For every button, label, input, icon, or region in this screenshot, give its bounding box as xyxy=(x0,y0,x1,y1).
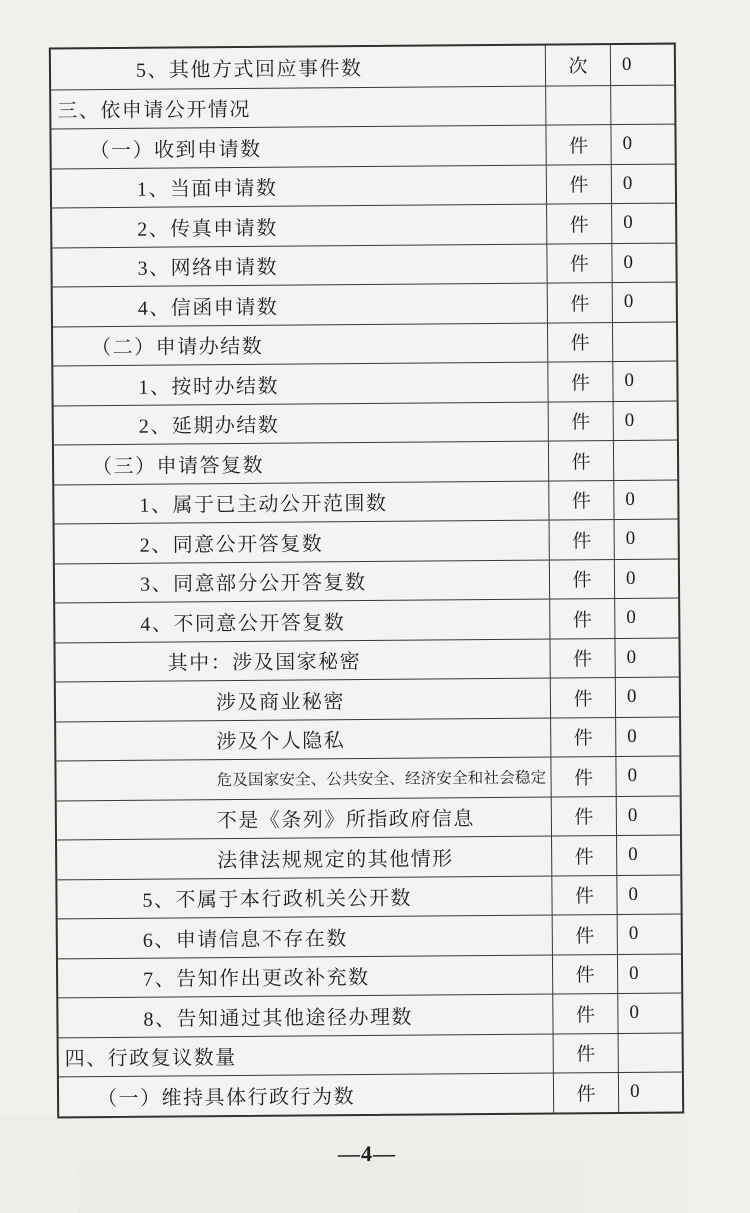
row-label: 四、行政复议数量 xyxy=(64,1047,237,1071)
table-row xyxy=(51,45,674,89)
table-row xyxy=(56,677,679,721)
row-value: 0 xyxy=(611,243,675,282)
row-value: 0 xyxy=(616,875,680,914)
row-unit: 件 xyxy=(548,402,613,441)
row-unit: 件 xyxy=(546,165,611,204)
row-label: 1、当面申请数 xyxy=(136,177,278,202)
row-unit: 件 xyxy=(550,678,615,717)
row-label: 6、申请信息不存在数 xyxy=(142,927,348,952)
table-row xyxy=(56,756,679,800)
row-label: （三）申请答复数 xyxy=(92,454,265,478)
row-unit: 次 xyxy=(545,45,610,85)
row-value: 0 xyxy=(616,836,680,875)
row-unit: 件 xyxy=(552,955,617,994)
table-row xyxy=(57,874,680,918)
row-value xyxy=(618,1033,682,1072)
row-value: 0 xyxy=(617,954,681,993)
row-label: 1、属于已主动公开范围数 xyxy=(139,493,388,518)
row-value: 0 xyxy=(613,480,677,519)
row-label: 3、网络申请数 xyxy=(137,256,279,281)
row-label: 7、告知作出更改补充数 xyxy=(143,967,370,992)
row-label: 其中：涉及国家秘密 xyxy=(167,651,362,675)
row-value: 0 xyxy=(614,520,678,559)
table-row xyxy=(55,519,678,563)
table-row xyxy=(54,440,677,484)
row-value: 0 xyxy=(611,204,675,243)
row-unit: 件 xyxy=(547,323,612,362)
row-value: 0 xyxy=(610,45,674,85)
table-row xyxy=(56,716,679,760)
row-unit: 件 xyxy=(550,718,615,757)
row-unit: 件 xyxy=(552,915,617,954)
row-label: 不是《条列》所指政府信息 xyxy=(216,808,475,833)
row-label: （二）申请办结数 xyxy=(91,336,264,360)
row-value: 0 xyxy=(613,401,677,440)
row-value: 0 xyxy=(616,796,680,835)
table-row xyxy=(55,558,678,602)
row-label: 5、不属于本行政机关公开数 xyxy=(142,887,413,913)
row-unit: 件 xyxy=(547,362,612,401)
row-label: 5、其他方式回应事件数 xyxy=(135,58,363,83)
row-value: 0 xyxy=(614,638,678,677)
row-unit: 件 xyxy=(549,639,614,678)
row-unit: 件 xyxy=(552,994,617,1033)
row-value: 0 xyxy=(614,599,678,638)
row-unit: 件 xyxy=(547,283,612,322)
table-rows xyxy=(51,45,682,1116)
row-label: 4、信函申请数 xyxy=(137,296,279,320)
row-value: 0 xyxy=(612,283,676,322)
row-value: 0 xyxy=(612,362,676,401)
row-label: 2、传真申请数 xyxy=(137,217,278,241)
row-value xyxy=(613,441,677,480)
row-label: 涉及个人隐私 xyxy=(216,730,346,754)
row-value xyxy=(612,322,676,361)
row-label: （一）收到申请数 xyxy=(89,138,262,162)
row-value: 0 xyxy=(617,994,681,1033)
row-value: 0 xyxy=(615,717,679,756)
row-value: 0 xyxy=(615,757,679,796)
table-row xyxy=(58,953,681,997)
row-value: 0 xyxy=(614,559,678,598)
table-row xyxy=(53,361,676,405)
row-unit: 件 xyxy=(548,481,613,520)
table-row xyxy=(53,321,676,365)
row-value: 0 xyxy=(618,1073,682,1112)
row-label: （一）维持具体行政行为数 xyxy=(96,1085,356,1110)
row-unit: 件 xyxy=(549,599,614,638)
row-unit xyxy=(545,86,610,125)
row-unit: 件 xyxy=(545,125,610,164)
table-row xyxy=(52,163,675,207)
page-number: —4— xyxy=(337,1140,397,1167)
row-unit: 件 xyxy=(549,560,614,599)
row-label: 1、按时办结数 xyxy=(138,375,280,399)
row-label: 三、依申请公开情况 xyxy=(57,99,251,123)
row-unit: 件 xyxy=(550,757,615,796)
row-value xyxy=(610,85,674,124)
row-value: 0 xyxy=(615,678,679,717)
table-row xyxy=(58,914,681,958)
table-row xyxy=(55,637,678,681)
row-label: 法律法规规定的其他情形 xyxy=(217,848,454,872)
row-unit: 件 xyxy=(546,204,611,243)
row-unit: 件 xyxy=(551,876,616,915)
table-row xyxy=(51,124,674,168)
row-label: 危及国家安全、公共安全、经济安全和社会稳定 xyxy=(216,769,547,790)
table-row xyxy=(52,203,675,247)
table-row xyxy=(57,835,680,879)
table-row xyxy=(58,993,681,1037)
row-label: 涉及商业秘密 xyxy=(215,690,346,714)
row-label: 2、同意公开答复数 xyxy=(139,533,324,557)
table-row xyxy=(53,282,676,326)
row-label: 8、告知通过其他途径办理数 xyxy=(143,1006,414,1031)
row-label: 2、延期办结数 xyxy=(138,414,280,439)
table-row xyxy=(59,1072,682,1116)
table-row xyxy=(57,795,680,839)
row-value: 0 xyxy=(617,915,681,954)
row-unit: 件 xyxy=(553,1073,618,1112)
row-value: 0 xyxy=(611,164,675,203)
table-row xyxy=(59,1032,682,1076)
row-value: 0 xyxy=(610,125,674,164)
table-row xyxy=(51,84,674,128)
statistics-table xyxy=(49,43,684,1118)
table-row xyxy=(55,598,678,642)
table-row xyxy=(54,400,677,444)
row-label: 3、同意部分公开答复数 xyxy=(139,572,367,597)
row-label: 4、不同意公开答复数 xyxy=(140,611,346,636)
row-unit: 件 xyxy=(549,520,614,559)
row-unit: 件 xyxy=(551,836,616,875)
row-unit: 件 xyxy=(546,244,611,283)
table-row xyxy=(54,479,677,523)
row-unit: 件 xyxy=(551,797,616,836)
row-unit: 件 xyxy=(548,441,613,480)
row-unit: 件 xyxy=(553,1034,618,1073)
table-row xyxy=(52,242,675,286)
